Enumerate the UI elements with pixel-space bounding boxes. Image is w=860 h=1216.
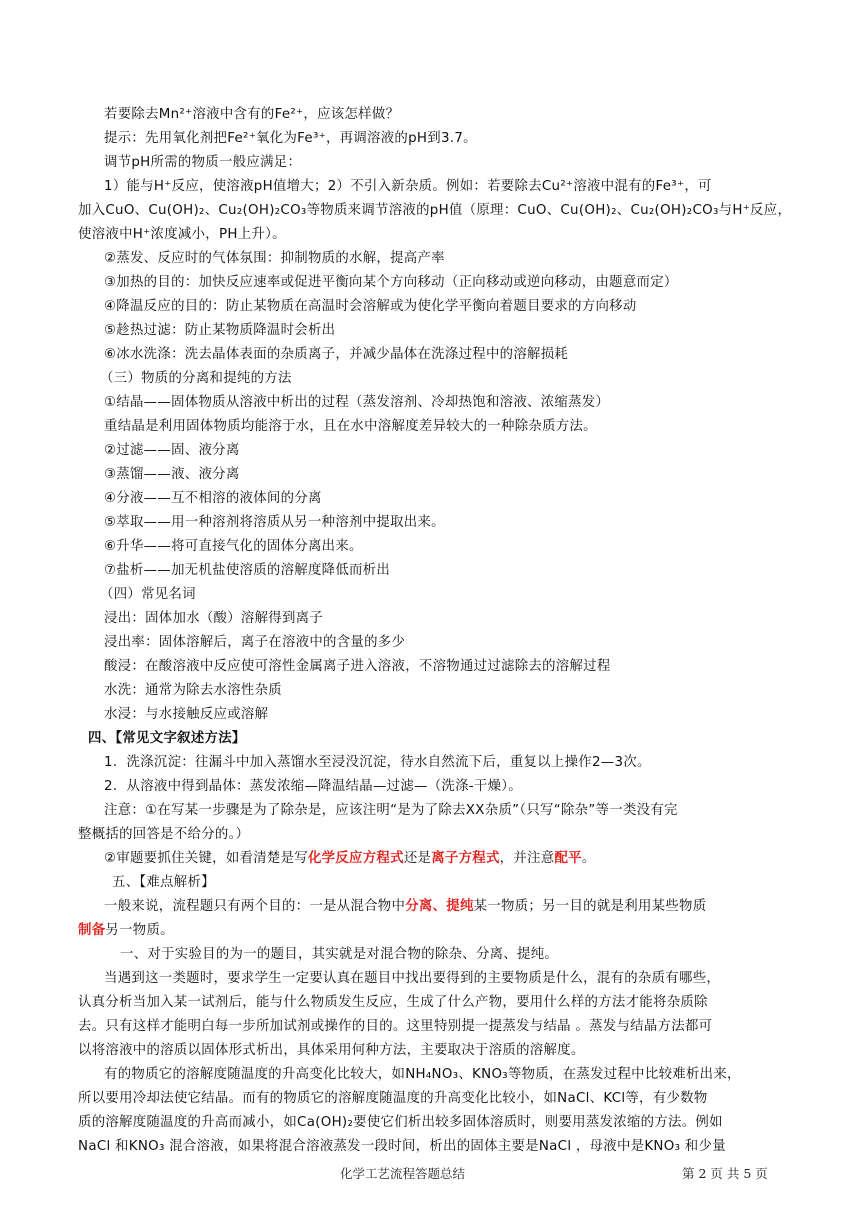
text-line: 注意：①在写某一步骤是为了除杂是，应该注明“是为了除去XX杂质”（只写“除杂”等一类没有完: [104, 803, 678, 818]
text-run: 。: [581, 851, 596, 866]
highlight-text: 离子方程式: [431, 851, 500, 866]
text-line: 所以要用冷却法使它结晶。而有的物质它的溶解度随温度的升高变化比较小，如NaCl、KCl等，有少数物: [78, 1091, 708, 1106]
text-line: ③加热的目的：加快反应速率或促进平衡向某个方向移动（正向移动或逆向移动，由题意而定）: [104, 275, 678, 290]
text-line: 浸出率：固体溶解后，离子在溶液中的含量的多少: [104, 635, 406, 650]
text-line: 若要除去Mn²⁺溶液中含有的Fe²⁺，应该怎样做？: [104, 107, 400, 122]
text-line: 水洗：通常为除去水溶性杂质: [104, 683, 282, 698]
text-line: 有的物质它的溶解度随温度的升高变化比较大，如NH₄NO₃、KNO₃等物质，在蒸发过程中比较难析出来，: [104, 1067, 741, 1082]
footer-title: 化学工艺流程答题总结: [340, 1166, 466, 1181]
text-line: 调节pH所需的物质一般应满足：: [104, 155, 302, 170]
text-run: ，并注意: [499, 851, 555, 866]
text-line: ②蒸发、反应时的气体氛围：抑制物质的水解，提高产率: [104, 251, 445, 266]
text-line: 以将溶液中的溶质以固体形式析出，具体采用何种方法，主要取决于溶质的溶解度。: [78, 1043, 585, 1058]
text-line: [104, 896, 816, 918]
text-line: ⑦盐析——加无机盐使溶质的溶解度降低而析出: [104, 563, 391, 578]
text-line: 2．从溶液中得到晶体：蒸发浓缩—降温结晶—过滤—（洗涤-干燥）。: [104, 779, 522, 794]
text-line: 质的溶解度随温度的升高而减小，如Ca(OH)₂要使它们析出较多固体溶质时，则要用蒸发浓缩的方法。例如: [78, 1115, 723, 1130]
text-line: 提示：先用氧化剂把Fe²⁺氧化为Fe³⁺，再调溶液的pH到3.7。: [104, 131, 477, 146]
text-line: ④分液——互不相溶的液体间的分离: [104, 491, 322, 506]
text-line: NaCl 和KNO₃ 混合溶液，如果将混合溶液蒸发一段时间，析出的固体主要是NaCl ，母液中是KNO₃ 和少量: [78, 1139, 726, 1154]
text-line: ③蒸馏——液、液分离: [104, 467, 240, 482]
section-heading: （三）物质的分离和提纯的方法: [100, 371, 292, 386]
text-line: 1．洗涤沉淀：往漏斗中加入蒸馏水至浸没沉淀，待水自然流下后，重复以上操作2—3次。: [104, 755, 651, 770]
text-line: 使溶液中H⁺浓度减小，PH上升）。: [78, 227, 286, 242]
section-heading: （四）常见名词: [100, 587, 196, 602]
text-line: 整概括的回答是不给分的。）: [78, 827, 250, 842]
text-line: ⑤趁热过滤：防止某物质降温时会析出: [104, 323, 336, 338]
highlight-text: 配平: [554, 851, 582, 866]
text-line: ④降温反应的目的：防止某物质在高温时会溶解或为使化学平衡向着题目要求的方向移动: [104, 299, 637, 314]
text-run: 一般来说，流程题只有两个目的：一是从混合物中: [104, 899, 406, 914]
text-line: 加入CuO、Cu(OH)₂、Cu₂(OH)₂CO₃等物质来调节溶液的pH值（原理：CuO、Cu(OH)₂、Cu₂(OH)₂CO₃与H⁺反应，: [78, 203, 792, 218]
text-line: 认真分析当加入某一试剂后，能与什么物质发生反应，生成了什么产物，要用什么样的方法才能将杂质除: [78, 995, 708, 1010]
section-heading: 五、【难点解析】: [112, 875, 215, 890]
text-line: [104, 848, 816, 870]
text-line: 浸出：固体加水（酸）溶解得到离子: [104, 611, 324, 626]
sub-heading: 一、对于实验目的为一的题目，其实就是对混合物的除杂、分离、提纯。: [120, 947, 559, 962]
highlight-text: 制备: [78, 923, 106, 938]
text-line: ①结晶——固体物质从溶液中析出的过程（蒸发溶剂、冷却热饱和溶液、浓缩蒸发）: [104, 395, 610, 410]
text-line: ⑤萃取——用一种溶剂将溶质从另一种溶剂中提取出来。: [104, 515, 445, 530]
text-run: 还是: [403, 851, 432, 866]
footer-page-number: 第 2 页 共 5 页: [682, 1166, 768, 1181]
section-heading: 四、【常见文字叙述方法】: [88, 731, 246, 746]
highlight-text: 分离、提纯: [405, 899, 474, 914]
text-line: 去。只有这样才能明白每一步所加试剂或操作的目的。这里特别提一提蒸发与结晶 。蒸发与结晶方法都可: [78, 1019, 713, 1034]
text-line: 当遇到这一类题时，要求学生一定要认真在题目中找出要得到的主要物质是什么，混有的杂质有哪些，: [104, 971, 721, 986]
text-run: 另一物质。: [105, 923, 174, 938]
text-line: 1）能与H⁺反应，使溶液pH值增大；2）不引入新杂质。例如：若要除去Cu²⁺溶液中混有的Fe³⁺，可: [104, 179, 712, 194]
text-line: ⑥冰水洗涤：洗去晶体表面的杂质离子，并减少晶体在洗涤过程中的溶解损耗: [104, 347, 569, 362]
text-run: 某一物质；另一目的就是利用某些物质: [473, 899, 707, 914]
text-line: 水浸：与水接触反应或溶解: [104, 707, 269, 722]
text-line: [78, 920, 790, 942]
text-run: ②审题要抓住关键，如看清楚是写: [104, 851, 308, 866]
text-line: ②过滤——固、液分离: [104, 443, 240, 458]
highlight-text: 化学反应方程式: [307, 851, 404, 866]
text-line: 重结晶是利用固体物质均能溶于水，且在水中溶解度差异较大的一种除杂质方法。: [104, 419, 597, 434]
text-line: ⑥升华——将可直接气化的固体分离出来。: [104, 539, 363, 554]
text-line: 酸浸：在酸溶液中反应使可溶性金属离子进入溶液，不溶物通过过滤除去的溶解过程: [104, 659, 611, 674]
